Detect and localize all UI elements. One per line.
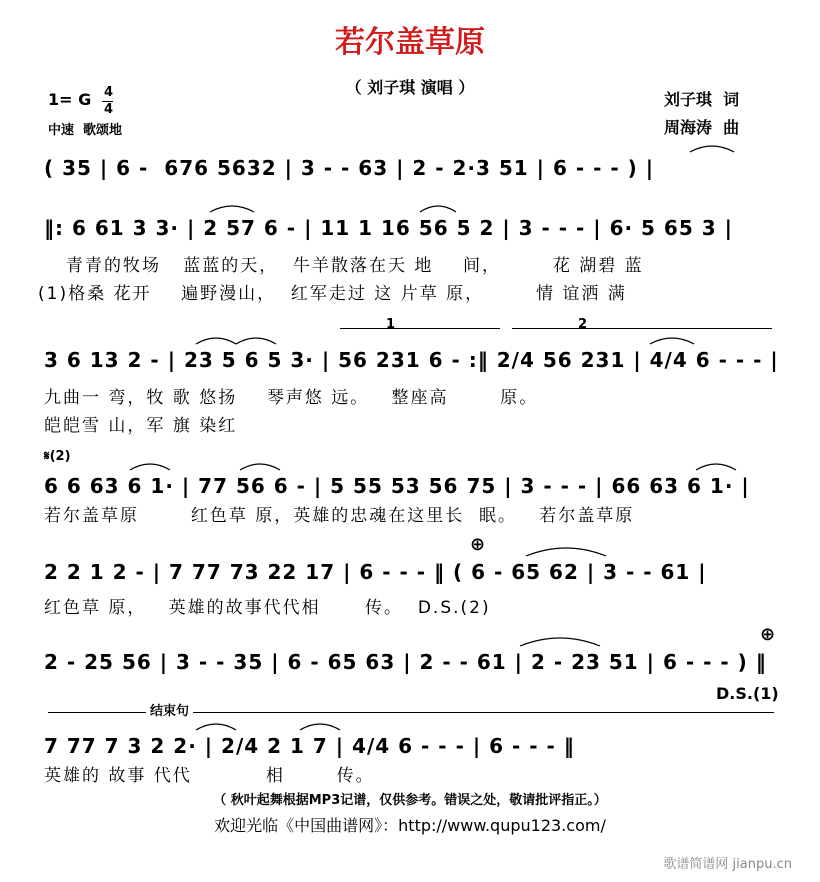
page-title: 若尔盖草原 <box>335 25 485 60</box>
notation-row-3: 3 6 13 2 - | 23 5 6 5 3· | 56 231 6 - :‖ 2/4 56 231 | 4/4 6 - - - | <box>44 348 779 372</box>
lyric-row-7: 英雄的 故事 代代 相 传。 <box>44 766 375 786</box>
slur-1 <box>690 146 734 152</box>
dal-segno-1: D.S.(1) <box>716 684 779 703</box>
lyricist: 刘子琪 词 <box>664 90 740 109</box>
transcriber-note: （ 秋叶起舞根据MP3记谱，仅供参考。错误之处，敬请批评指正。） <box>213 793 607 808</box>
slur-12 <box>196 724 236 730</box>
key-signature: 1= G <box>48 90 92 109</box>
slur-7 <box>130 464 170 470</box>
composer: 周海涛 曲 <box>664 118 740 137</box>
time-signature-top: 4 <box>104 85 114 100</box>
coda-icon-2: ⊕ <box>760 624 776 645</box>
slur-5 <box>236 338 276 344</box>
slur-11 <box>520 638 600 646</box>
lyric-row-5: 红色草 原， 英雄的故事代代相 传。 D.S.(2) <box>44 598 491 618</box>
slur-9 <box>696 464 736 470</box>
notation-row-6: 2 - 25 56 | 3 - - 35 | 6 - 65 63 | 2 - - 61 | 2 - 23 51 | 6 - - - ) ‖ <box>44 650 767 674</box>
segno-2-label: (2) <box>49 449 71 464</box>
volta-1-label: 1 <box>386 317 396 332</box>
slur-2 <box>210 206 254 212</box>
notation-row-2: ‖: 6 61 3 3· | 2 57 6 - | 11 1 16 56 5 2 | 3 - - - | 6· 5 65 3 | <box>44 216 733 240</box>
lyric-row-3-verse-1: 九曲一 弯，牧 歌 悠扬 琴声悠 远。 整座高 原。 <box>44 388 539 408</box>
slur-10 <box>526 548 606 556</box>
volta-2-label: 2 <box>578 317 588 332</box>
lyric-row-2-verse-1: 青青的牧场 蓝蓝的天， 牛羊散落在天 地 间， 花 湖碧 蓝 <box>66 256 644 276</box>
notation-row-5: 2 2 1 2 - | 7 77 73 22 17 | 6 - - - ‖ ( 6 - 65 62 | 3 - - 61 | <box>44 560 707 584</box>
notation-row-1: ( 35 | 6 - 676 5632 | 3 - - 63 | 2 - 2·3 51 | 6 - - - ) | <box>44 156 655 180</box>
ending-label: 结束句 <box>146 705 193 718</box>
lyric-row-3-verse-2: 皑皑雪 山，军 旗 染红 <box>44 416 238 436</box>
notation-row-7: 7 77 7 3 2 2· | 2/4 2 1 7 | 4/4 6 - - - | 6 - - - ‖ <box>44 734 575 758</box>
tempo-marking: 中速 歌颂地 <box>48 123 123 138</box>
performer-subtitle: （ 刘子琪 演唱 ） <box>345 78 475 97</box>
welcome-link[interactable]: 欢迎光临《中国曲谱网》：http://www.qupu123.com/ <box>214 816 606 835</box>
watermark: 歌谱简谱网 jianpu.cn <box>663 857 792 872</box>
time-signature-bottom: 4 <box>104 102 114 117</box>
slur-3 <box>420 206 456 212</box>
coda-icon: ⊕ <box>470 534 486 555</box>
lyric-row-4: 若尔盖草原 红色草 原，英雄的忠魂在这里长 眠。 若尔盖草原 <box>44 506 635 526</box>
slur-13 <box>300 724 340 730</box>
notation-row-4: 6 6 63 6 1· | 77 56 6 - | 5 55 53 56 75 | 3 - - - | 66 63 6 1· | <box>44 474 750 498</box>
slur-4 <box>196 338 236 344</box>
segno-2-marker: 𝄋(2) <box>44 449 71 464</box>
slur-8 <box>240 464 280 470</box>
lyric-row-2-verse-2: (1)格桑 花开 遍野漫山， 红军走过 这 片草 原， 情 谊洒 满 <box>38 284 627 304</box>
slur-6 <box>650 338 694 344</box>
